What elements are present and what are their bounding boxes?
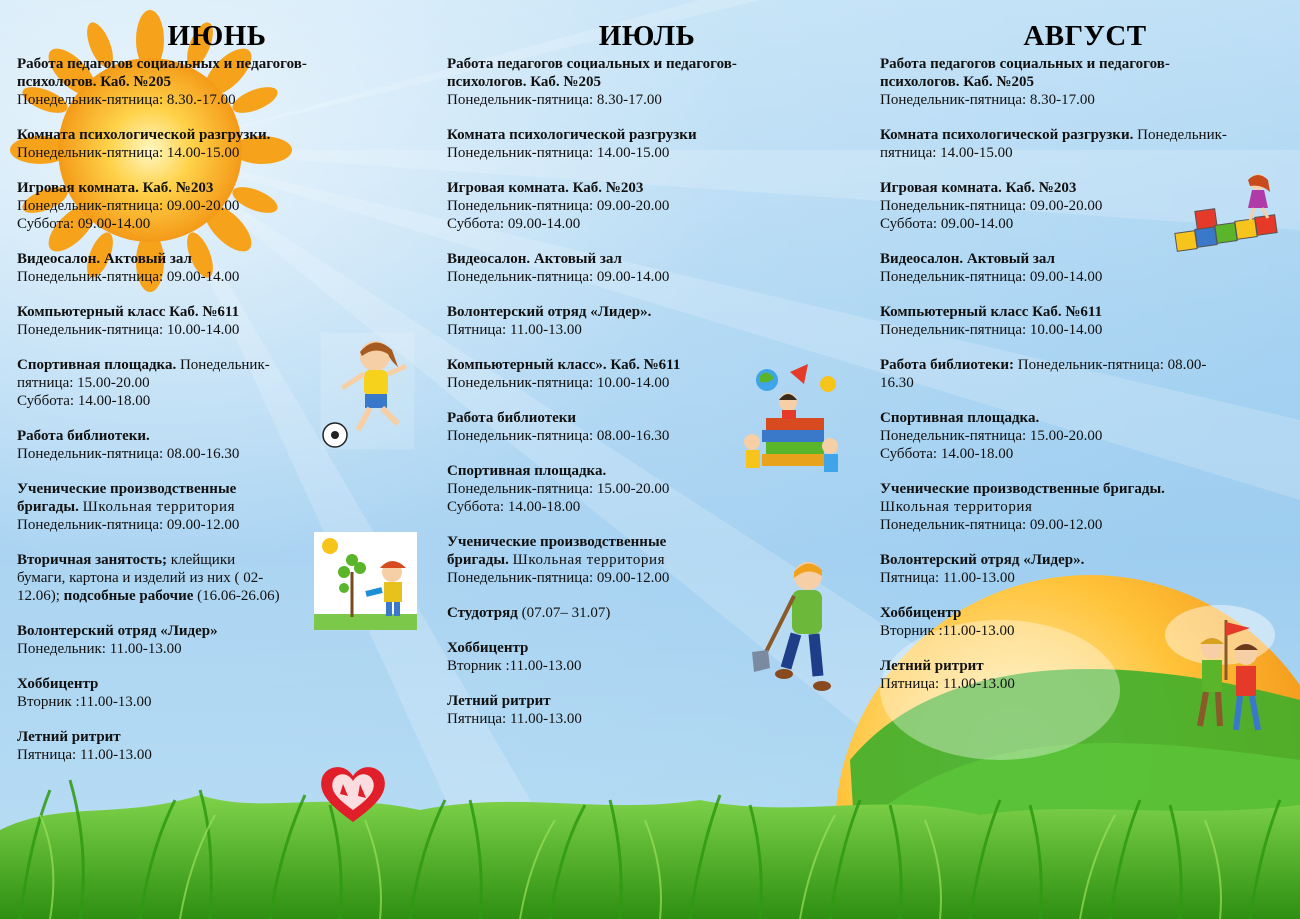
schedule-entry xyxy=(447,126,747,162)
schedule-entry xyxy=(447,462,747,516)
july-column xyxy=(447,18,747,745)
schedule-entry xyxy=(447,356,747,392)
entry-title: Компьютерный класс Каб. №611 xyxy=(17,304,240,320)
schedule-entry xyxy=(17,622,347,658)
entry-line: Вторник :11.00-13.00 xyxy=(17,694,152,710)
schedule-entry xyxy=(447,250,747,286)
month-title: ИЮНЬ xyxy=(167,20,267,52)
schedule-entry xyxy=(17,551,287,605)
entry-line: Понедельник-пятница: 09.00-12.00 xyxy=(447,570,670,586)
schedule-entry xyxy=(880,409,1240,463)
entry-line: Понедельник: 11.00-13.00 xyxy=(17,641,182,657)
entry-line: Понедельник-пятница: 09.00-14.00 xyxy=(17,269,240,285)
schedule-entry xyxy=(447,533,712,587)
entry-line: Суббота: 09.00-14.00 xyxy=(880,216,1014,232)
schedule-entry xyxy=(880,303,1240,339)
entry-line: Суббота: 14.00-18.00 xyxy=(880,446,1014,462)
entry-inline-text: Понедельник-пятница: 08.00-16.30 xyxy=(880,357,1207,391)
schedule-entry xyxy=(880,126,1230,162)
schedule-entry xyxy=(17,675,347,711)
entry-title: Комната психологической разгрузки. xyxy=(17,127,271,143)
schedule-entry xyxy=(880,356,1220,392)
entry-line: Понедельник-пятница: 09.00-12.00 xyxy=(880,517,1103,533)
schedule-entry xyxy=(17,480,277,534)
schedule-entry xyxy=(17,126,347,162)
august-column xyxy=(880,18,1240,710)
entry-title: Игровая комната. Каб. №203 xyxy=(17,180,214,196)
entry-title: Вторичная занятость; xyxy=(17,552,168,568)
entry-inline-text: (07.07– 31.07) xyxy=(521,605,611,621)
entry-title: Хоббицентр xyxy=(880,605,962,621)
entry-title: Летний ритрит xyxy=(447,693,551,709)
entry-title: Волонтерский отряд «Лидер». xyxy=(447,304,652,320)
entry-line: Пятница: 11.00-13.00 xyxy=(880,570,1015,586)
entry-inline-text: Понедельник-пятница: 15.00-20.00 xyxy=(17,357,270,391)
entry-title: Игровая комната. Каб. №203 xyxy=(880,180,1077,196)
entry-title: Студотряд xyxy=(447,605,518,621)
schedule-entry xyxy=(17,250,347,286)
entry-title: Компьютерный класс». Каб. №611 xyxy=(447,357,681,373)
entry-title: Летний ритрит xyxy=(17,729,121,745)
kids-reading-books-icon xyxy=(730,362,848,482)
entry-line: Понедельник-пятница: 09.00-12.00 xyxy=(17,517,240,533)
entry-title: Ученические производственные бригады. xyxy=(880,481,1165,497)
schedule-entry xyxy=(17,303,347,339)
entry-title: Комната психологической разгрузки xyxy=(447,127,697,143)
schedule-entry xyxy=(17,356,312,410)
entry-title: Спортивная площадка. xyxy=(447,463,607,479)
boy-digging-icon xyxy=(748,556,833,696)
entry-title: Волонтерский отряд «Лидер» xyxy=(17,623,218,639)
entry-line: Понедельник-пятница: 10.00-14.00 xyxy=(17,322,240,338)
schedule-entry xyxy=(880,604,1240,640)
entry-line: Понедельник-пятница: 8.30-17.00 xyxy=(447,92,662,108)
entry-title: Спортивная площадка. xyxy=(17,357,177,373)
entry-title: Работа педагогов социальных и педагогов-психологов. Каб. №205 xyxy=(17,56,307,90)
entry-title: Видеосалон. Актовый зал xyxy=(447,251,622,267)
entry-title: Волонтерский отряд «Лидер». xyxy=(880,552,1085,568)
entry-line: Понедельник-пятница: 15.00-20.00 xyxy=(880,428,1103,444)
entry-line: Понедельник-пятница: 09.00-20.00 xyxy=(17,198,240,214)
entry-line: Понедельник-пятница: 10.00-14.00 xyxy=(880,322,1103,338)
june-column xyxy=(17,18,347,781)
schedule-entry xyxy=(880,480,1240,534)
entry-line: Пятница: 11.00-13.00 xyxy=(17,747,152,763)
month-title: АВГУСТ xyxy=(1023,20,1147,52)
entry-line: Понедельник-пятница: 8.30.-17.00 xyxy=(17,92,236,108)
entry-title: Ученические производственные бригады. xyxy=(447,534,667,568)
entry-title: Спортивная площадка. xyxy=(880,410,1040,426)
schedule-entry xyxy=(17,728,347,764)
month-title: ИЮЛЬ xyxy=(598,20,696,52)
entry-title: Работа педагогов социальных и педагогов-психологов. Каб. №205 xyxy=(880,56,1170,90)
entry-title: Ученические производственные бригады. xyxy=(17,481,237,515)
entry-line: Понедельник-пятница: 09.00-20.00 xyxy=(447,198,670,214)
entry-line: Понедельник-пятница: 10.00-14.00 xyxy=(447,375,670,391)
entry-inline-text: (16.06-26.06) xyxy=(197,588,280,604)
entry-inline-text: Школьная территория xyxy=(82,499,236,515)
entry-title: Летний ритрит xyxy=(880,658,984,674)
entry-line: Понедельник-пятница: 15.00-20.00 xyxy=(447,481,670,497)
entry-line: Суббота: 14.00-18.00 xyxy=(447,499,581,515)
entry-line: Суббота: 09.00-14.00 xyxy=(17,216,151,232)
entry-line: Понедельник-пятница: 08.00-16.30 xyxy=(17,446,240,462)
entry-line: Понедельник-пятница: 08.00-16.30 xyxy=(447,428,670,444)
schedule-entry xyxy=(447,692,747,728)
entry-title: Работа педагогов социальных и педагогов-психологов. Каб. №205 xyxy=(447,56,737,90)
entry-line: Понедельник-пятница: 14.00-15.00 xyxy=(17,145,240,161)
entry-inline-text: клейщики бумаги, картона и изделий из них ( 02-12.06); xyxy=(17,552,264,604)
entry-title: Работа библиотеки: xyxy=(880,357,1015,373)
schedule-entry xyxy=(17,55,347,109)
schedule-entry xyxy=(17,427,347,463)
entry-title: Видеосалон. Актовый зал xyxy=(880,251,1055,267)
entry-line: Понедельник-пятница: 14.00-15.00 xyxy=(447,145,670,161)
schedule-entry xyxy=(17,179,347,233)
entry-title: Компьютерный класс Каб. №611 xyxy=(880,304,1103,320)
schedule-entry xyxy=(447,409,747,445)
schedule-entry xyxy=(880,657,1240,693)
schedule-entry xyxy=(880,250,1240,286)
entry-line: Понедельник-пятница: 09.00-20.00 xyxy=(880,198,1103,214)
entry-line: Пятница: 11.00-13.00 xyxy=(447,322,582,338)
entry-line: Суббота: 09.00-14.00 xyxy=(447,216,581,232)
entry-title: Хоббицентр xyxy=(17,676,99,692)
entry-inline-text: Школьная территория xyxy=(512,552,666,568)
schedule-entry xyxy=(447,639,747,675)
entry-line: Понедельник-пятница: 09.00-14.00 xyxy=(880,269,1103,285)
schedule-entry xyxy=(447,303,747,339)
entry-title-secondary: подсобные рабочие xyxy=(63,588,194,604)
entry-title: Видеосалон. Актовый зал xyxy=(17,251,192,267)
entry-inline-text: Понедельник-пятница: 14.00-15.00 xyxy=(880,127,1227,161)
entry-line: Пятница: 11.00-13.00 xyxy=(447,711,582,727)
entry-line: Понедельник-пятница: 09.00-14.00 xyxy=(447,269,670,285)
entry-line: Понедельник-пятница: 8.30-17.00 xyxy=(880,92,1095,108)
entry-title: Комната психологической разгрузки. xyxy=(880,127,1134,143)
entry-line: Суббота: 14.00-18.00 xyxy=(17,393,151,409)
entry-title: Работа библиотеки xyxy=(447,410,577,426)
schedule-entry xyxy=(447,179,747,233)
schedule-entry xyxy=(447,55,737,109)
entry-line: Пятница: 11.00-13.00 xyxy=(880,676,1015,692)
entry-title: Работа библиотеки. xyxy=(17,428,150,444)
entry-line: Вторник :11.00-13.00 xyxy=(880,623,1015,639)
entry-title: Игровая комната. Каб. №203 xyxy=(447,180,644,196)
schedule-entry xyxy=(880,55,1170,109)
entry-line: Школьная территория xyxy=(880,499,1033,515)
schedule-entry xyxy=(880,179,1240,233)
schedule-entry xyxy=(447,604,747,622)
entry-line: Вторник :11.00-13.00 xyxy=(447,658,582,674)
schedule-entry xyxy=(880,551,1240,587)
entry-title: Хоббицентр xyxy=(447,640,529,656)
